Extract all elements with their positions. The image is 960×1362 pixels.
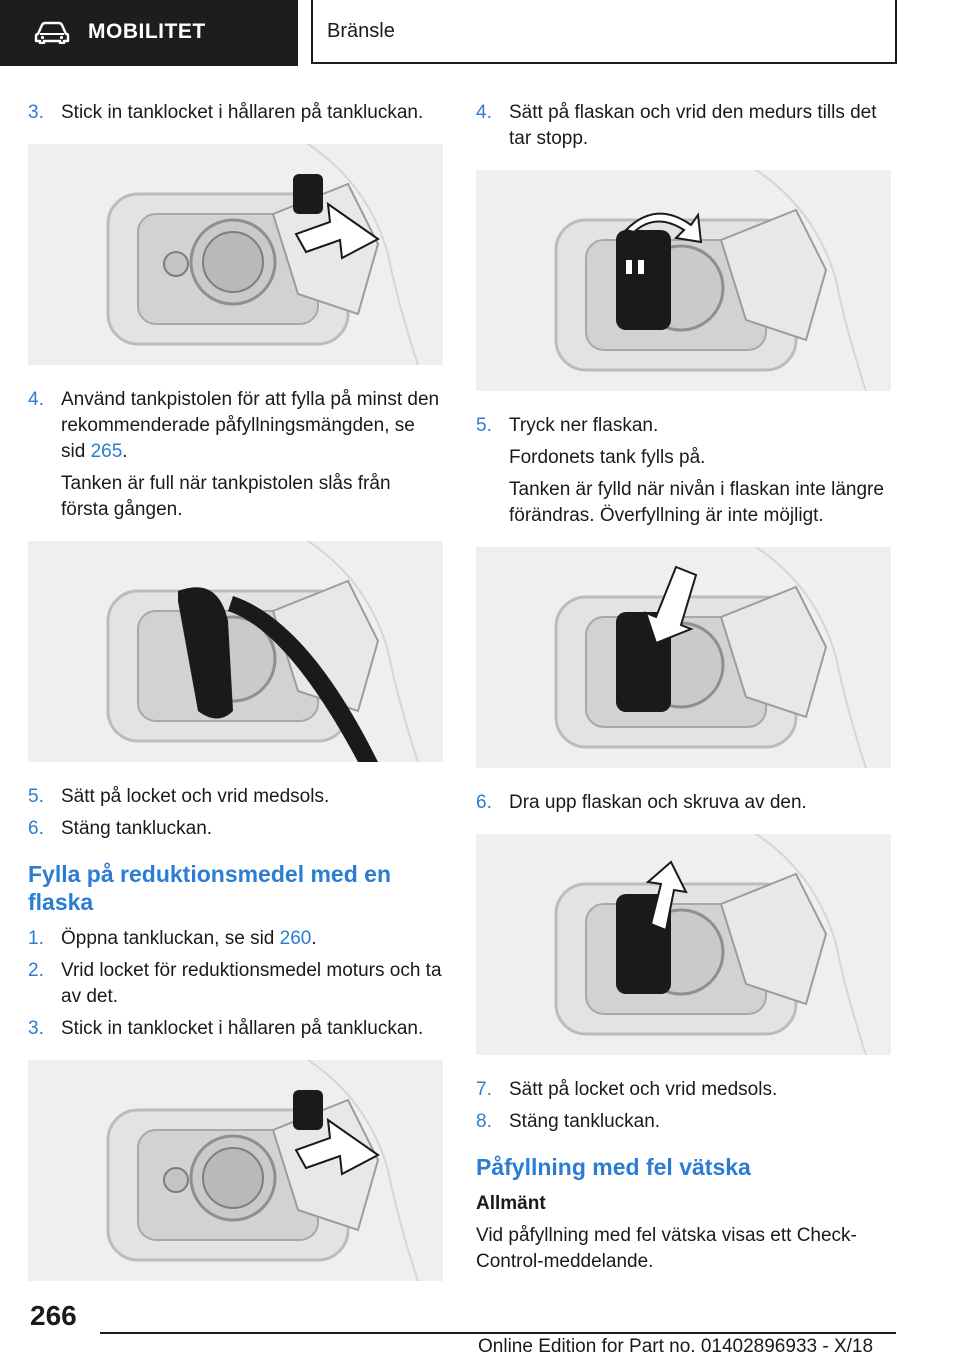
car-icon [34, 20, 70, 44]
left-column [28, 100, 443, 1303]
step-number: 5. [28, 786, 44, 807]
bottle-press-image [476, 547, 891, 768]
subheading: Allmänt [476, 1193, 546, 1214]
step-item [28, 784, 443, 810]
step-item [28, 926, 443, 952]
step-number: 4. [28, 389, 44, 410]
step-text: Sätt på locket och vrid medsols. [61, 786, 330, 807]
step-text: Dra upp flaskan och skruva av den. [509, 792, 807, 813]
section-label: MOBILITET [88, 20, 206, 43]
step-text: Öppna tankluckan, se sid 260. [61, 928, 317, 949]
chapter-label: Bränsle [327, 19, 395, 42]
fuel-flap-cap-holder-image [28, 144, 443, 365]
step-item [476, 1109, 891, 1135]
fuel-nozzle-image [28, 541, 443, 762]
footer-divider [100, 1332, 896, 1334]
step-item [28, 100, 443, 126]
page-link[interactable]: 260 [279, 928, 312, 949]
step-item [476, 100, 891, 152]
step-text: Stäng tankluckan. [61, 818, 213, 839]
step-number: 1. [28, 928, 44, 949]
step-text: Stick in tanklocket i hållaren på tankluckan. [61, 102, 424, 123]
step-text: Vrid locket för reduktionsmedel moturs och ta av det. [61, 960, 442, 1007]
step-number: 7. [476, 1079, 492, 1100]
step-item [476, 413, 891, 439]
step-number: 3. [28, 1018, 44, 1039]
section-tab [0, 0, 298, 66]
step-item [28, 1016, 443, 1042]
step-text: Stick in tanklocket i hållaren på tankluckan. [61, 1018, 424, 1039]
bottle-remove-image [476, 834, 891, 1055]
step-number: 3. [28, 102, 44, 123]
step-number: 6. [476, 792, 492, 813]
chapter-tab [311, 0, 897, 64]
step-number: 2. [28, 960, 44, 981]
step-text: Sätt på locket och vrid medsols. [509, 1079, 778, 1100]
edition-text: Online Edition for Part no. 01402896933 - X/18 [478, 1336, 874, 1357]
fuel-flap-cap-holder-image [28, 1060, 443, 1281]
step-note: Tanken är full när tankpistolen slås från första gången. [61, 473, 391, 520]
page-footer [0, 1290, 960, 1362]
step-item [28, 816, 443, 842]
step-text: Tryck ner flaskan. [509, 415, 659, 436]
section-heading: Påfyllning med fel vätska [476, 1154, 751, 1180]
step-text: Stäng tankluckan. [509, 1111, 661, 1132]
step-number: 5. [476, 415, 492, 436]
page-link[interactable]: 265 [90, 441, 123, 462]
step-text: Sätt på flaskan och vrid den medurs tills det tar stopp. [509, 102, 877, 149]
step-text: Använd tankpistolen för att fylla på minst den rekommenderade påfyllningsmängden, se sid 265. [61, 389, 440, 462]
paragraph: Vid påfyllning med fel vätska visas ett Check-Control-meddelande. [476, 1225, 857, 1272]
step-item [476, 790, 891, 816]
page-header [0, 0, 960, 66]
step-note: Tanken är fylld när nivån i flaskan inte längre förändras. Överfyllning är inte möjligt. [509, 479, 884, 526]
bottle-twist-image [476, 170, 891, 391]
step-item [476, 1077, 891, 1103]
section-heading: Fylla på reduktionsmedel med en flaska [28, 861, 391, 915]
right-column [476, 100, 891, 1275]
step-note: Fordonets tank fylls på. [509, 447, 706, 468]
page-number: 266 [30, 1300, 77, 1331]
step-number: 4. [476, 102, 492, 123]
step-number: 8. [476, 1111, 492, 1132]
step-item [28, 958, 443, 1010]
step-number: 6. [28, 818, 44, 839]
step-item [28, 387, 443, 465]
